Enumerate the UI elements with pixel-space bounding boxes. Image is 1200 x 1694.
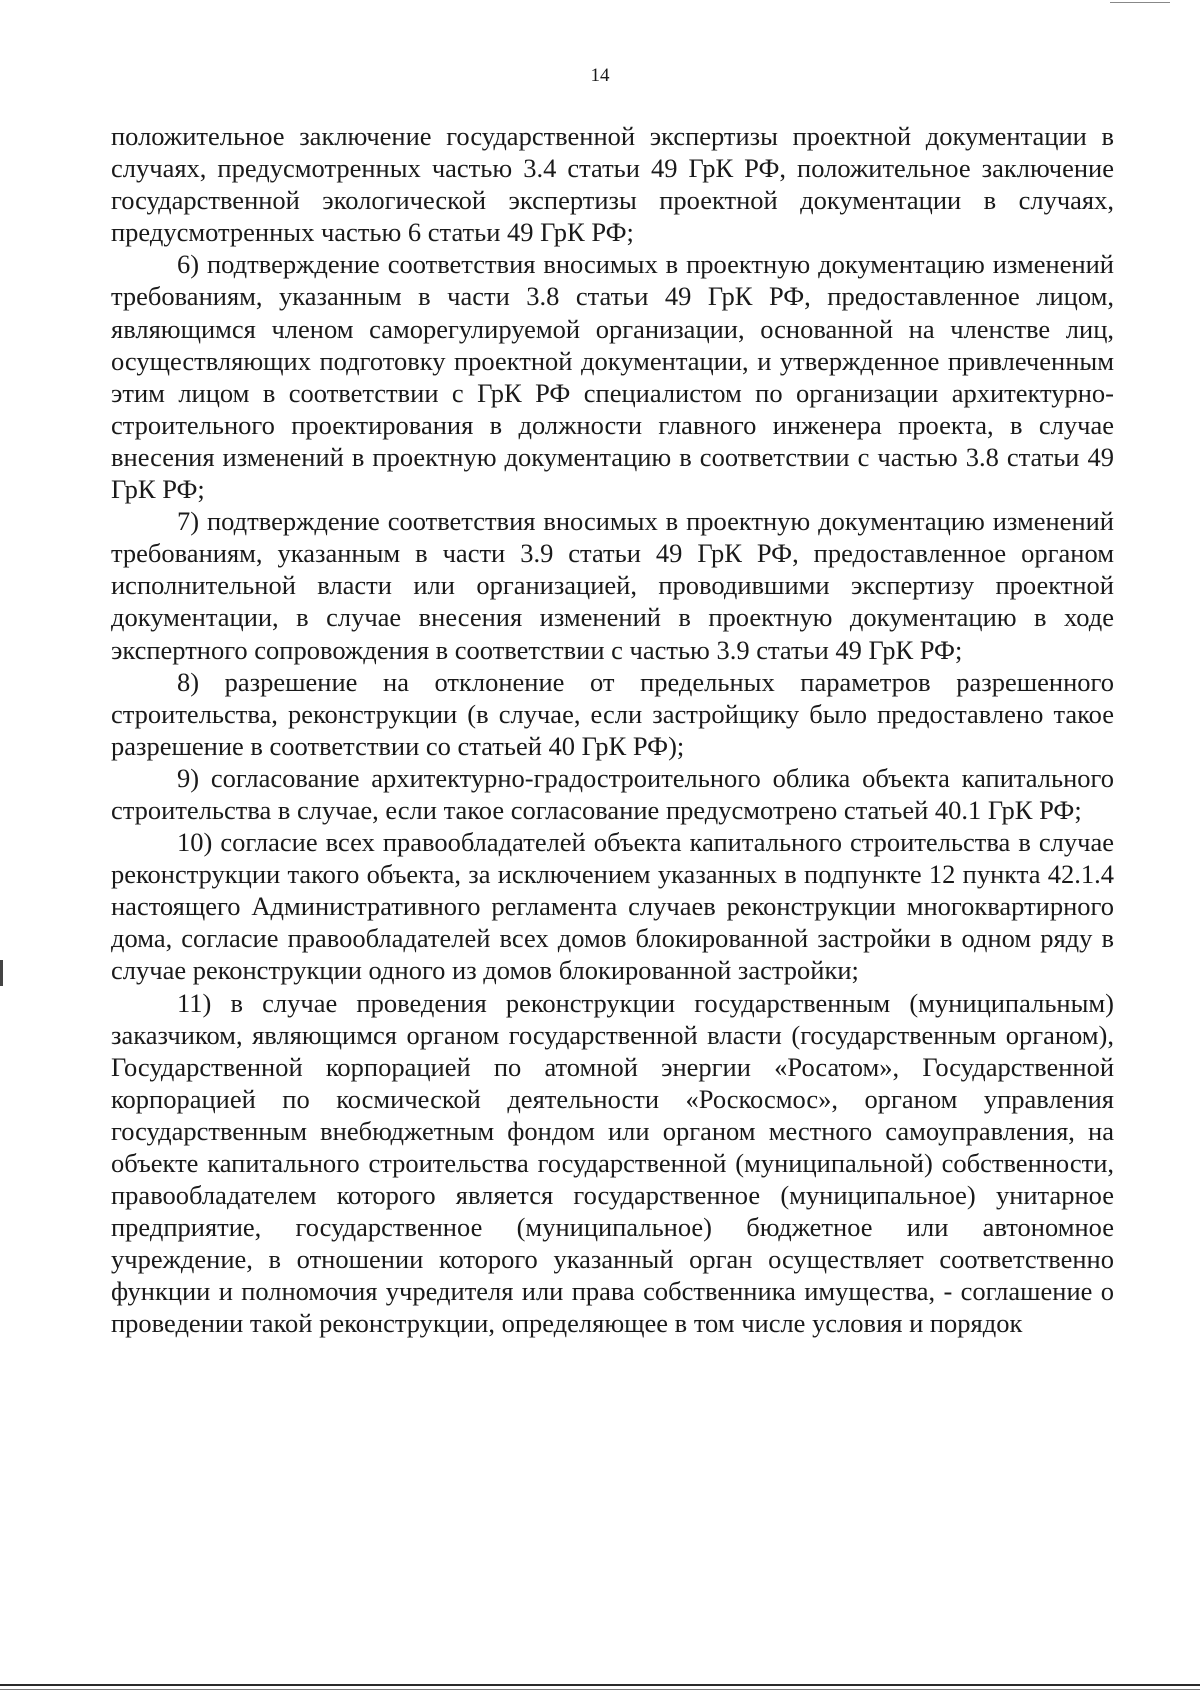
scan-edge-mark-left [0,960,3,986]
document-body [111,120,1114,1340]
page-number: 14 [590,65,610,86]
scan-edge-mark-top [1110,2,1170,3]
scan-bottom-border-thin [0,1689,1200,1690]
paragraph-continuation: положительное заключение государственной экспертизы проектной документации в случаях, предусмотренных частью 3.4 статьи 49 ГрК РФ, положительное заключение государственной экологической экспертизы проектной документации в случаях, предусмотренных частью 6 статьи 49 ГрК РФ; [111,121,1114,248]
scan-bottom-border [0,1684,1200,1686]
paragraph-item-11: 11) в случае проведения реконструкции государственным (муниципальным) заказчиком, являющимся органом государственной власти (государственным органом), Государственной корпорацией по атомной энергии «Росатом», Государственной корпорацией по космической деятельности «Роскосмос», органом управления государственным внебюджетным фондом или органом местного самоуправления, на объекте капитального строительства государственной (муниципальной) собственности, правообладателем которого является государственное (муниципальное) унитарное предприятие, государственное (муниципальное) бюджетное или автономное учреждение, в отношении которого указанный орган осуществляет соответственно функции и полномочия учредителя или права собственника имущества, - соглашение о проведении такой реконструкции, определяющее в том числе условия и порядок [111,987,1114,1339]
paragraph-item-8: 8) разрешение на отклонение от предельных параметров разрешенного строительства, реконструкции (в случае, если застройщику было предоставлено такое разрешение в соответствии со статьей 40 ГрК РФ); [111,666,1114,761]
paragraph-item-7: 7) подтверждение соответствия вносимых в проектную документацию изменений требованиям, указанным в части 3.9 статьи 49 ГрК РФ, предоставленное органом исполнительной власти или организацией, проводившими экспертизу проектной документации, в случае внесения изменений в проектную документацию в ходе экспертного сопровождения в соответствии с частью 3.9 статьи 49 ГрК РФ; [111,506,1114,665]
paragraph-item-9: 9) согласование архитектурно-градостроительного облика объекта капитального строительства в случае, если такое согласование предусмотрено статьей 40.1 ГрК РФ; [111,762,1114,825]
paragraph-item-10: 10) согласие всех правообладателей объекта капитального строительства в случае реконструкции такого объекта, за исключением указанных в подпункте 12 пункта 42.1.4 настоящего Административного регламента случаев реконструкции многоквартирного дома, согласие правообладателей всех домов блокированной застройки в одном ряду в случае реконструкции одного из домов блокированной застройки; [111,827,1114,986]
paragraph-item-6: 6) подтверждение соответствия вносимых в проектную документацию изменений требованиям, указанным в части 3.8 статьи 49 ГрК РФ, предоставленное лицом, являющимся членом саморегулируемой организации, основанной на членстве лиц, осуществляющих подготовку проектной документации, и утвержденное привлеченным этим лицом в соответствии с ГрК РФ специалистом по организации архитектурно-строительного проектирования в должности главного инженера проекта, в случае внесения изменений в проектную документацию в соответствии с частью 3.8 статьи 49 ГрК РФ; [111,249,1114,505]
